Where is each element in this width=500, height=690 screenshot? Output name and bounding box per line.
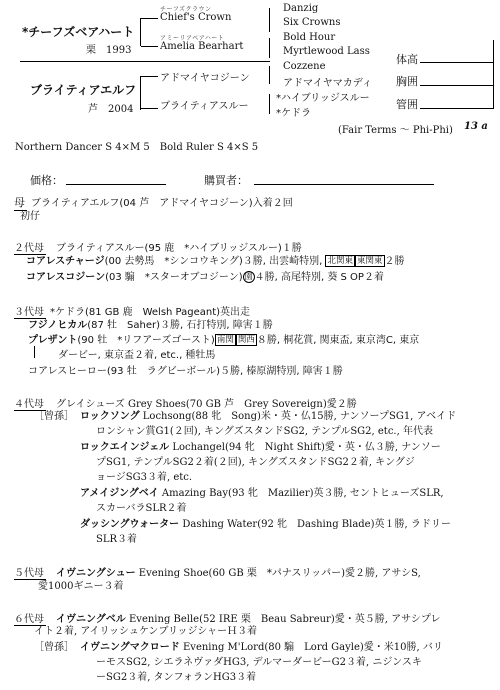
section-tag: ３代母 xyxy=(14,303,46,319)
d6-child-cont2: ーSG2３着, タンフォランHG3３着 xyxy=(96,672,257,683)
d4-subtag: ［曾孫］ xyxy=(34,411,74,422)
section-tag: ６代母 xyxy=(14,610,46,626)
dd-name: ブライティアスルー xyxy=(160,101,249,112)
section-tag: ５代母 xyxy=(14,564,46,580)
ss-ruby: チーフズクラウン xyxy=(160,6,212,13)
d4-item-1-cont: ロンシャン賞G1(２回), キングズスタンドSG2, テンプルSG2, etc., 年代表 xyxy=(96,426,433,437)
bracket-line xyxy=(269,38,270,58)
inbreeding: Northern Dancer S 4×M 5 Bold Ruler S 4×S 5 xyxy=(15,142,259,153)
g3-2: Six Crowns xyxy=(283,17,341,28)
d6-child: イヴニングマクロード Evening M'Lord(80 騸 Lord Gayle)愛・米10勝, バリ xyxy=(80,642,443,653)
dam-sub: 初仔 xyxy=(20,211,40,222)
price-label: 価格： xyxy=(30,174,63,187)
d4-item-2: ロックエインジェル Lochangel(94 牝 Night Shift)愛・英・仏３勝, ナンソー xyxy=(80,442,441,453)
d5-line-cont: 愛1000ギニー３着 xyxy=(38,581,124,592)
d3-head: *ケドラ(81 GB 鹿 Welsh Pageant)英出走 xyxy=(50,307,251,318)
d4-item-3-cont: スカーバラSLR２着 xyxy=(96,503,187,514)
g3-7: *ハイブリッジスルー xyxy=(276,93,370,104)
g3-1: Danzig xyxy=(283,3,319,14)
d2-head: ブライティアスルー(95 鹿 *ハイブリッジスルー)１勝 xyxy=(56,243,302,254)
section-tag: ４代母 xyxy=(14,395,46,411)
d6-child-cont: ーモスSG2, シエラネヴァダHG3, デルマーダービーG2３着, ニジンスキ xyxy=(96,657,422,668)
d4-item-3: アメイジングベイ Amazing Bay(93 牝 Mazilier)英３勝, セントヒューズSLR, xyxy=(80,488,444,499)
bracket-line xyxy=(140,46,158,47)
bracket-line xyxy=(269,8,270,32)
dam-color-year: 芦 2004 xyxy=(88,104,134,115)
d4-item-4-cont: SLR３着 xyxy=(96,534,138,545)
g3-3: Bold Hour xyxy=(283,32,336,43)
girth-label: 胸囲 xyxy=(396,75,418,88)
bracket-line xyxy=(140,108,158,109)
d6-line: イヴニングベル Evening Belle(52 IRE 栗 Beau Sabreur)愛・英５勝, アサシプレ xyxy=(56,614,441,625)
sire-name: *チーフズベアハート xyxy=(22,25,135,39)
section-tag: ２代母 xyxy=(14,239,46,255)
bracket-line xyxy=(269,66,270,84)
d6-subtag: ［曾孫］ xyxy=(34,642,74,653)
bracket-line xyxy=(269,94,270,114)
sire-color-year: 栗 1993 xyxy=(86,45,132,56)
g3-5: Cozzene xyxy=(283,61,326,72)
dam-line: ブライティアエルフ(04 芦 アドマイヤコジーン)入着２回 xyxy=(31,198,293,209)
d4-item-1: ロックソング Lochsong(88 牝 Song)米・英・仏15勝, ナンソープSG1, アベイド xyxy=(80,411,457,422)
d2-line-2: コアレスコジーン(03 騸 *スターオブコジーン) 園 ４勝, 高尾特別, 葵 S OP２着 xyxy=(26,272,384,283)
family-number: 13 a xyxy=(464,121,488,132)
cannon-label: 管囲 xyxy=(396,98,418,111)
d3-line-1: フジノヒカル(87 牡 Saher)３勝, 石打特別, 障害１勝 xyxy=(28,320,273,331)
buyer-label: 購買者： xyxy=(204,174,248,187)
d2-line-1: コアレスチャージ(00 去勢馬 *シンコウキング)３勝, 出雲崎特別, 北関東 東関東 ２勝 xyxy=(26,256,405,267)
d6-line-cont: イト２着, アイリッシュケンブリッジシャーＨ３着 xyxy=(34,626,258,637)
d3-line-2b: ダービー, 東京盃２着, etc., 種牡馬 xyxy=(58,350,216,361)
d3-line-2: プレザント(90 牡 *リフアーズゴースト) 南関 関西 ８勝, 桐花賞, 関東盃, 東京湾C, 東京 xyxy=(28,335,420,346)
sd-name: Amelia Bearhart xyxy=(160,41,244,52)
ss-name: Chief's Crown xyxy=(160,12,232,23)
height-label: 体高 xyxy=(396,53,418,66)
bracket-line xyxy=(140,76,158,77)
d4-item-4: ダッシングウォーター Dashing Water(92 牝 Dashing Blade)英１勝, ラドリー xyxy=(80,519,451,530)
section-tag: 母 xyxy=(14,196,25,209)
d5-line: イヴニングシュー Evening Shoe(60 GB 栗 *パナスリッパー)愛２勝, アサシS, xyxy=(56,568,421,579)
ds-name: アドマイヤコジーン xyxy=(160,73,250,84)
bracket-line xyxy=(140,18,158,19)
d4-item-2-cont2: ョージSG3３着, etc. xyxy=(96,472,193,483)
d4-item-2-cont: プSG1, テンプルSG2２着(２回), キングズスタンドSG2２着, キングジ xyxy=(96,457,415,468)
sd-ruby: アミーリアベアハート xyxy=(160,35,225,42)
g3-8: *ケドラ xyxy=(276,108,311,119)
d3-line-3: コアレスヒーロー(93 牡 ラグビーボール)５勝, 榛原湖特別, 障害１勝 xyxy=(28,366,343,377)
family-note: (Fair Terms ～ Phi-Phi) xyxy=(338,125,453,136)
g3-4: Myrtlewood Lass xyxy=(283,46,370,57)
d4-head: グレイシューズ Grey Shoes(70 GB 芦 Grey Sovereign)愛２勝 xyxy=(56,399,357,410)
dam-name: ブライティアエルフ xyxy=(30,83,137,97)
g3-6: アドマイヤマカディ xyxy=(283,78,372,89)
separator xyxy=(20,61,270,62)
